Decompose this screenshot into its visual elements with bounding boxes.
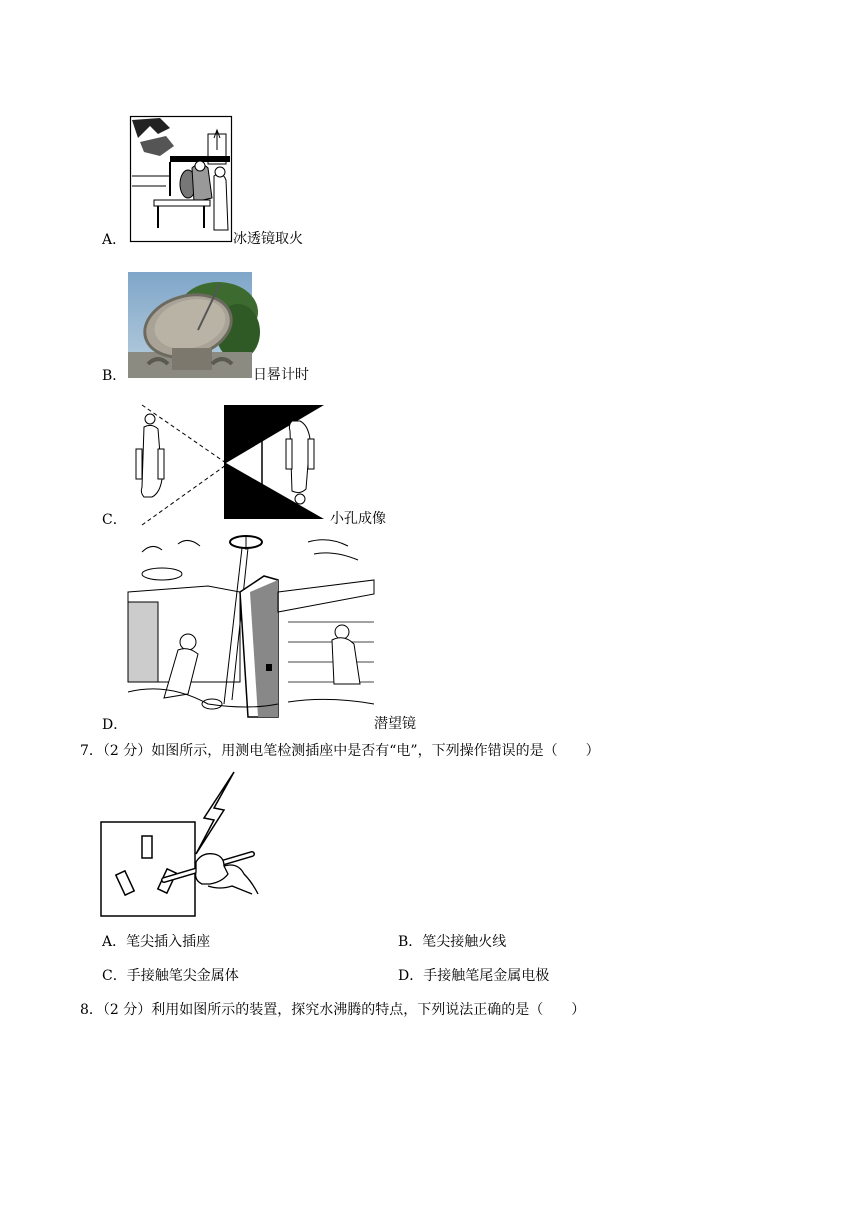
periscope-illustration bbox=[128, 532, 374, 717]
test-pen-socket-diagram bbox=[100, 770, 260, 920]
pinhole-imaging-diagram bbox=[128, 403, 328, 525]
question-8-stem: 8．（2 分）利用如图所示的装置，探究水沸腾的特点，下列说法正确的是（ ） bbox=[80, 1002, 586, 1018]
option-7b: B．笔尖接触火线 bbox=[398, 934, 507, 950]
option-c-caption: 小孔成像 bbox=[330, 511, 386, 527]
option-d-caption: 潜望镜 bbox=[374, 716, 416, 732]
option-7a: A．笔尖插入插座 bbox=[102, 934, 211, 950]
option-7c: C．手接触笔尖金属体 bbox=[102, 968, 239, 984]
option-a-caption: 冰透镜取火 bbox=[233, 231, 303, 247]
option-7d: D．手接触笔尾金属电极 bbox=[398, 968, 550, 984]
ice-lens-illustration bbox=[130, 116, 232, 242]
option-c-letter: C． bbox=[102, 512, 127, 528]
option-b-letter: B． bbox=[102, 368, 127, 384]
sundial-photo bbox=[128, 272, 252, 378]
option-b-caption: 日晷计时 bbox=[253, 367, 309, 383]
option-a-letter: A． bbox=[102, 232, 127, 248]
question-7-stem: 7．（2 分）如图所示，用测电笔检测插座中是否有“电”，下列操作错误的是（ ） bbox=[80, 743, 600, 759]
option-d-letter: D． bbox=[102, 717, 128, 733]
